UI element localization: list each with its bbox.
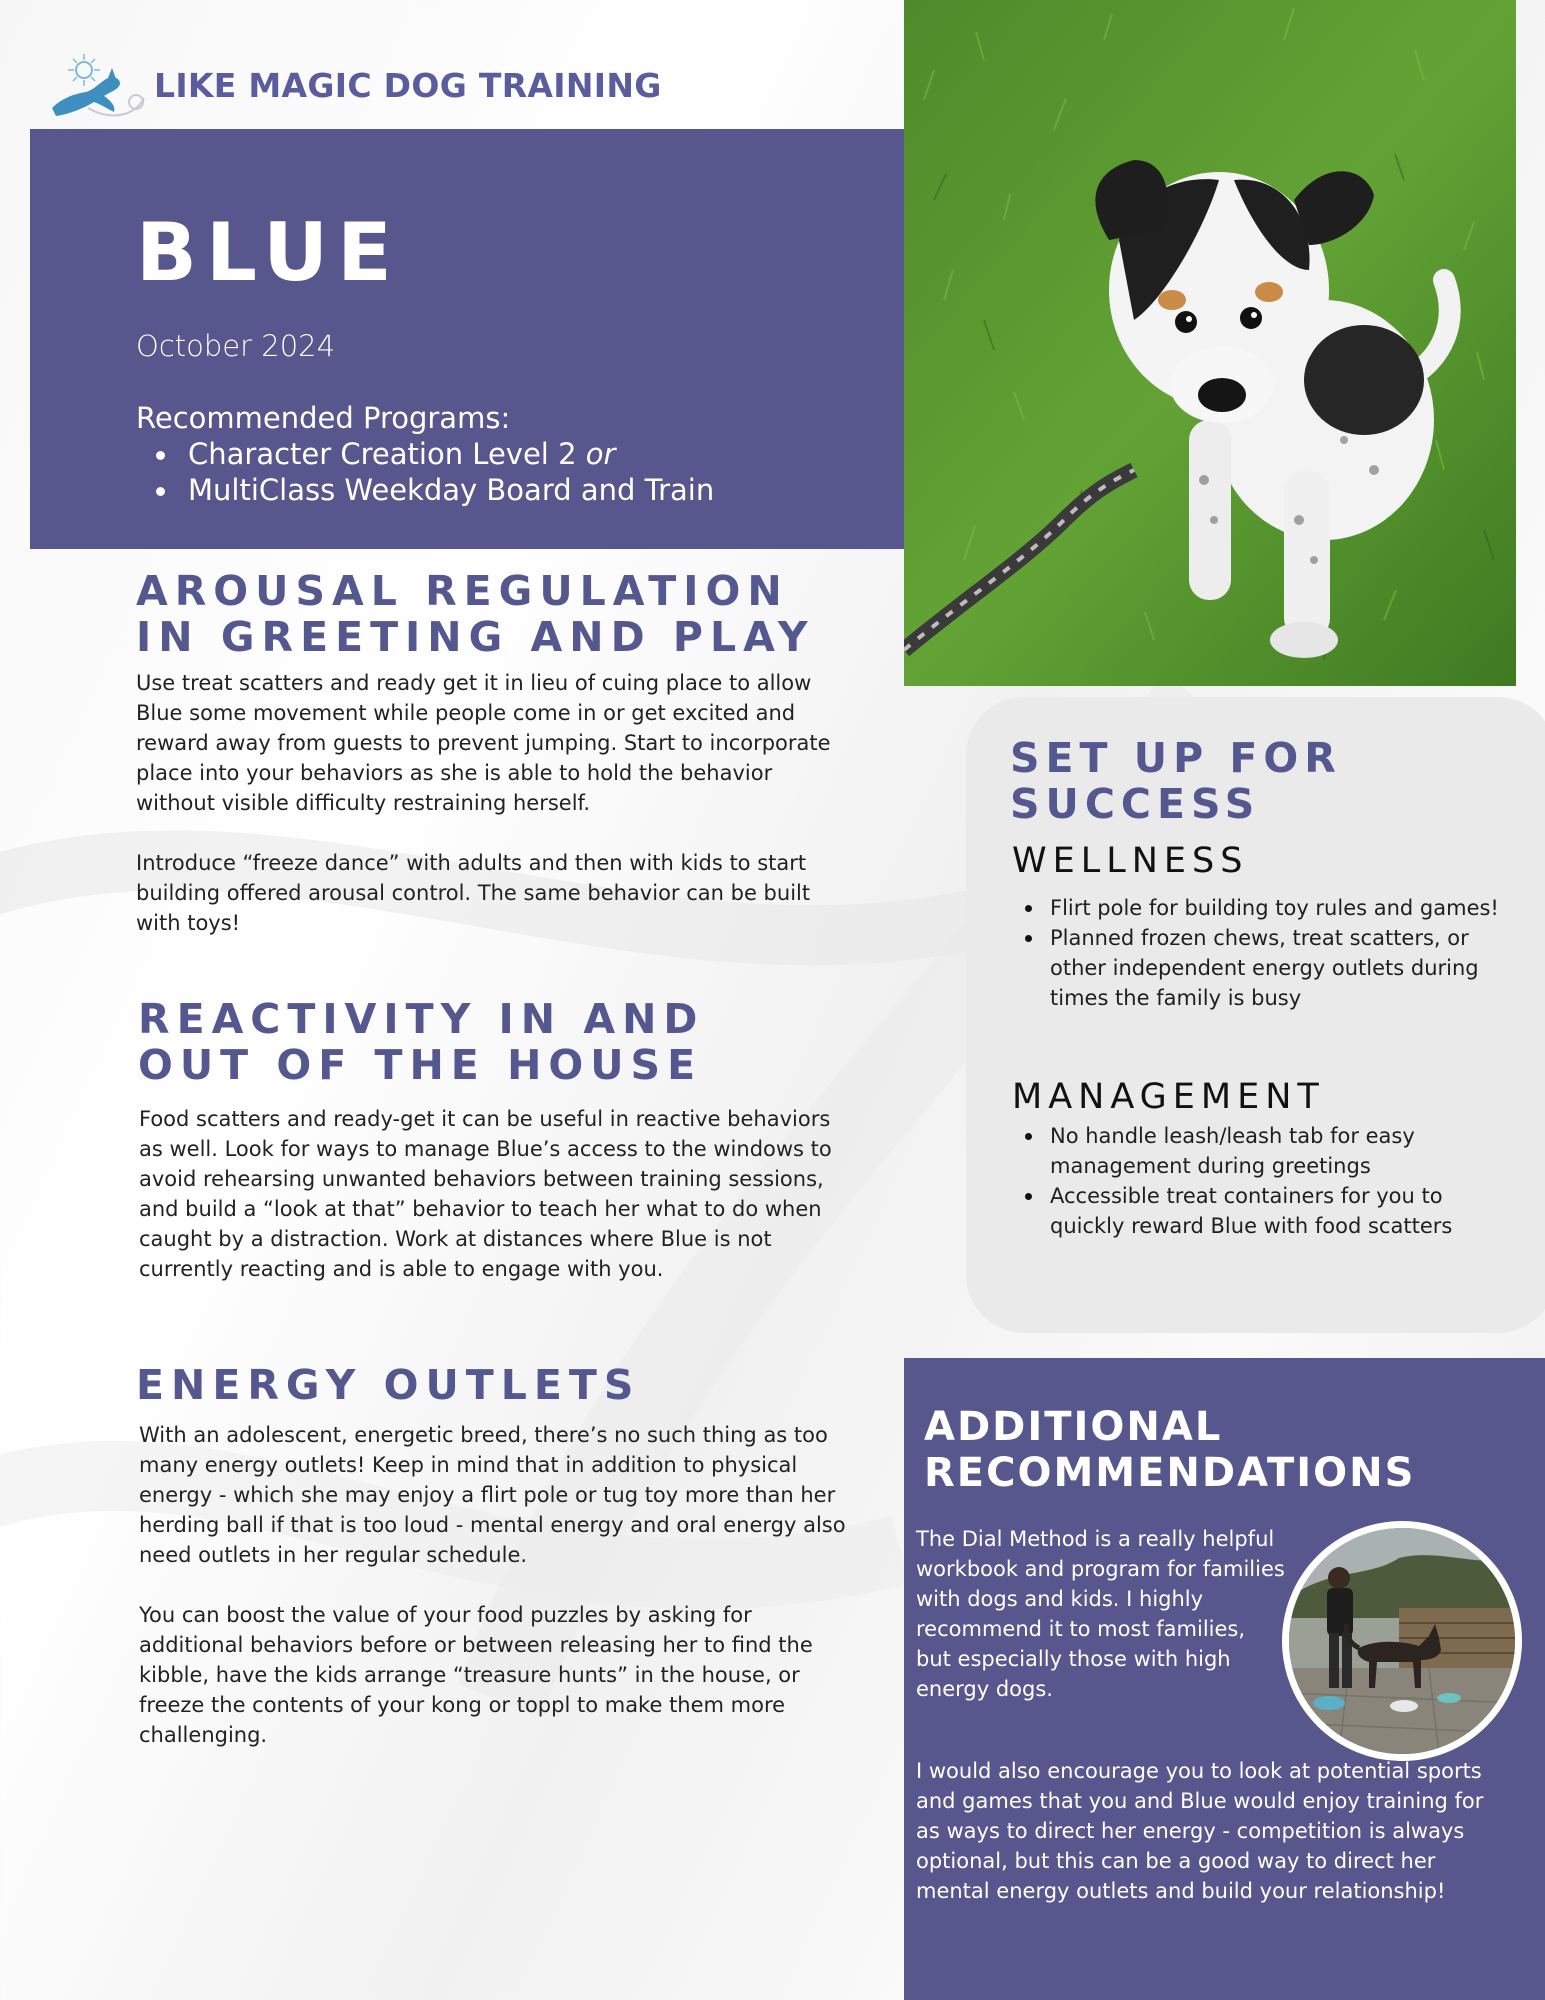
report-date: October 2024	[136, 329, 336, 363]
brand-name: LIKE MAGIC DOG TRAINING	[154, 65, 662, 105]
section-title-energy	[136, 1362, 640, 1408]
title-line: ENERGY OUTLETS	[136, 1361, 641, 1409]
paragraph: You can boost the value of your food puzzles by asking for additional behaviors before or between releasing her to find the kibble, have the kids arrange “treasure hunts” in the house, or freeze the contents of your kong or toppl to make them more challenging.	[139, 1603, 813, 1747]
recommended-programs	[136, 400, 714, 508]
program-or-suffix: or	[576, 437, 616, 471]
set-up-for-success-card	[966, 697, 1545, 1333]
paragraph: With an adolescent, energetic breed, there’s no such thing as too many energy outlets! Keep in mind that in addition to physical energy - which she may enjoy a flirt pole or tug toy more than her herding ball if that is too loud - mental energy and oral energy also need outlets in her regular schedule.	[139, 1423, 846, 1567]
hero-banner	[30, 129, 904, 549]
section-title-arousal	[136, 568, 815, 660]
dog-name-title: BLUE	[136, 206, 401, 299]
title-line: OUT OF THE HOUSE	[138, 1041, 703, 1089]
title-line: SET UP FOR	[1010, 734, 1342, 782]
title-line: ADDITIONAL	[924, 1404, 1223, 1450]
wellness-heading: WELLNESS	[1012, 841, 1249, 881]
program-label: Character Creation Level 2	[188, 437, 577, 471]
programs-heading: Recommended Programs:	[136, 401, 511, 435]
section-body-arousal	[136, 668, 836, 938]
title-line: AROUSAL REGULATION	[136, 567, 789, 615]
additional-title	[924, 1404, 1415, 1496]
section-title-reactivity	[138, 996, 704, 1088]
section-body-reactivity	[139, 1104, 839, 1284]
management-heading: MANAGEMENT	[1012, 1077, 1325, 1117]
program-item	[136, 472, 714, 508]
list-item: Flirt pole for building toy rules and games!	[1012, 893, 1502, 923]
paragraph: The Dial Method is a really helpful workbook and program for families with dogs and kids. I highly recommend it to most families, but especially those with high energy dogs.	[916, 1527, 1285, 1701]
programs-list	[136, 436, 714, 508]
paragraph: Introduce “freeze dance” with adults and then with kids to start building offered arousal control. The same behavior can be built with toys!	[136, 851, 811, 935]
success-title	[1010, 735, 1342, 827]
wellness-list	[1012, 893, 1502, 1013]
paragraph: Food scatters and ready-get it can be useful in reactive behaviors as well. Look for ways to manage Blue’s access to the windows to avoid rehearsing unwanted behaviors between training sessions, and build a “look at that” behavior to teach her what to do when caught by a distraction. Work at distances where Blue is not currently reacting and is able to engage with you.	[139, 1107, 832, 1281]
title-line: SUCCESS	[1010, 780, 1261, 828]
additional-recommendations-card	[904, 1358, 1545, 2000]
title-line: IN GREETING AND PLAY	[136, 613, 815, 661]
list-item: Accessible treat containers for you to quickly reward Blue with food scatters	[1012, 1181, 1502, 1241]
management-list	[1012, 1121, 1502, 1241]
title-line: REACTIVITY IN AND	[138, 995, 705, 1043]
list-item: No handle leash/leash tab for easy management during greetings	[1012, 1121, 1502, 1181]
section-body-energy	[139, 1420, 849, 1750]
brand-logo[interactable]	[48, 48, 662, 122]
program-label: MultiClass Weekday Board and Train	[188, 473, 715, 507]
title-line: RECOMMENDATIONS	[924, 1450, 1416, 1496]
leaping-dog-logo-icon	[48, 48, 148, 122]
paragraph: Use treat scatters and ready get it in lieu of cuing place to allow Blue some movement while people come in or get excited and reward away from guests to prevent jumping. Start to incorporate place into your behaviors as she is able to hold the behavior without visible difficulty restraining herself.	[136, 671, 831, 815]
list-item: Planned frozen chews, treat scatters, or other independent energy outlets during times the family is busy	[1012, 923, 1502, 1013]
program-item	[136, 436, 714, 472]
puppy-on-grass-photo	[904, 0, 1516, 686]
paragraph: I would also encourage you to look at potential sports and games that you and Blue would enjoy training for as ways to direct her energy - competition is always optional, but this can be a good way to direct her mental energy outlets and build your relationship!	[916, 1759, 1484, 1903]
trainer-with-dog-photo	[1282, 1521, 1522, 1761]
